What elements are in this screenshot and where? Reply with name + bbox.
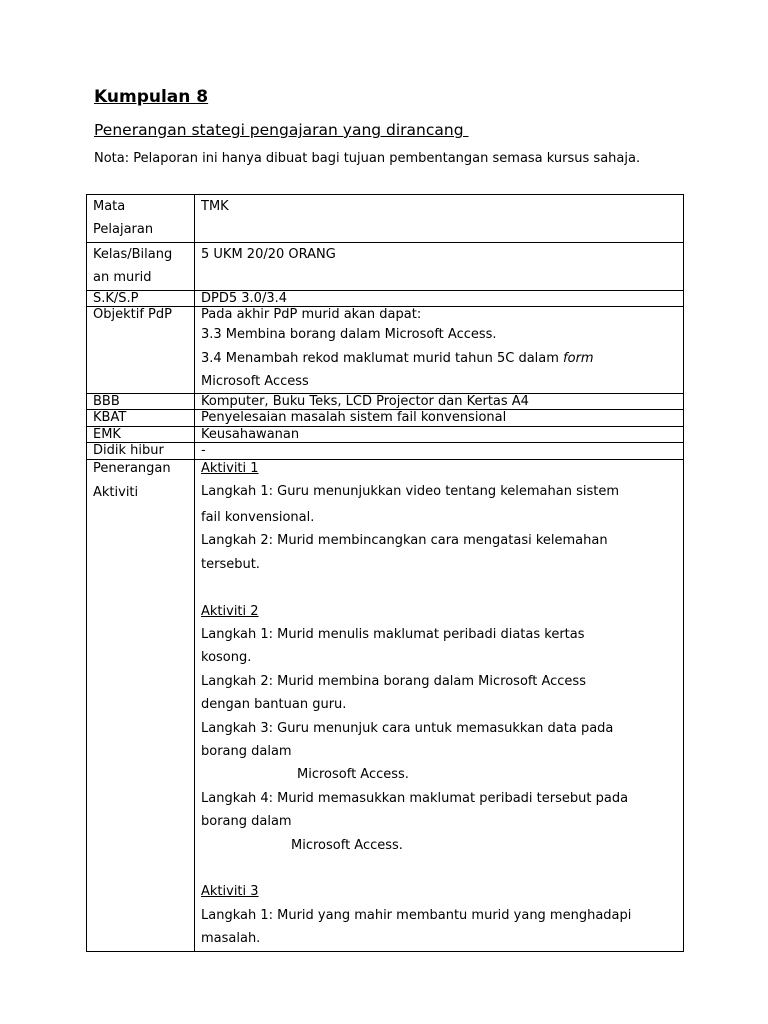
lesson-plan-table bbox=[86, 194, 684, 952]
row-value: Penyelesaian masalah sistem fail konvensional bbox=[195, 410, 684, 427]
activity-title: Aktiviti 2 bbox=[201, 603, 259, 619]
row-mata-pelajaran bbox=[87, 195, 684, 243]
row-kelas bbox=[87, 242, 684, 290]
row-label: S.K/S.P bbox=[87, 290, 195, 307]
row-value: 5 UKM 20/20 ORANG bbox=[195, 242, 684, 290]
row-label: BBB bbox=[87, 393, 195, 410]
row-sksp bbox=[87, 290, 684, 307]
row-didik-hibur bbox=[87, 443, 684, 460]
row-value: Komputer, Buku Teks, LCD Projector dan Kertas A4 bbox=[195, 393, 684, 410]
activity-title: Aktiviti 1 bbox=[201, 460, 259, 476]
row-value: DPD5 3.0/3.4 bbox=[195, 290, 684, 307]
row-penerangan-aktiviti bbox=[87, 459, 684, 951]
row-value: TMK bbox=[195, 195, 684, 243]
row-label: Kelas/Bilang an murid bbox=[87, 242, 195, 290]
row-label: Mata Pelajaran bbox=[87, 195, 195, 243]
row-value: Pada akhir PdP murid akan dapat: 3.3 Membina borang dalam Microsoft Access. 3.4 Menambah rekod maklumat murid tahun 5C dalam form Microsoft Access bbox=[195, 307, 684, 394]
row-emk bbox=[87, 426, 684, 443]
row-bbb bbox=[87, 393, 684, 410]
row-label: KBAT bbox=[87, 410, 195, 427]
row-value: Keusahawanan bbox=[195, 426, 684, 443]
row-kbat bbox=[87, 410, 684, 427]
page-title: Kumpulan 8 bbox=[94, 87, 209, 107]
row-label: Penerangan Aktiviti bbox=[87, 459, 195, 951]
row-value: Aktiviti 1 Langkah 1: Guru menunjukkan video tentang kelemahan sistem fail konvensional. Langkah 2: Murid membincangkan cara mengatasi kelemahan tersebut. Aktiviti 2 Langkah 1: Murid menulis maklumat peribadi diatas kertas kosong. Langkah 2: Murid membina borang dalam Microsoft Access dengan bantuan guru. Langkah 3: Guru menunjuk cara untuk memasukkan data pada borang dalam Microsoft Access. Langkah 4: Murid memasukkan maklumat peribadi tersebut pada borang dalam Microsoft Access. Aktiviti 3 Langkah 1: Murid yang mahir membantu murid yang menghadapi masalah. bbox=[195, 459, 684, 951]
row-objektif bbox=[87, 307, 684, 394]
row-label: Objektif PdP bbox=[87, 307, 195, 394]
activity-title: Aktiviti 3 bbox=[201, 884, 259, 900]
note-text: Nota: Pelaporan ini hanya dibuat bagi tujuan pembentangan semasa kursus sahaja. bbox=[94, 151, 641, 166]
page-subtitle: Penerangan stategi pengajaran yang dirancang bbox=[94, 121, 469, 139]
row-value: - bbox=[195, 443, 684, 460]
row-label: EMK bbox=[87, 426, 195, 443]
row-label: Didik hibur bbox=[87, 443, 195, 460]
